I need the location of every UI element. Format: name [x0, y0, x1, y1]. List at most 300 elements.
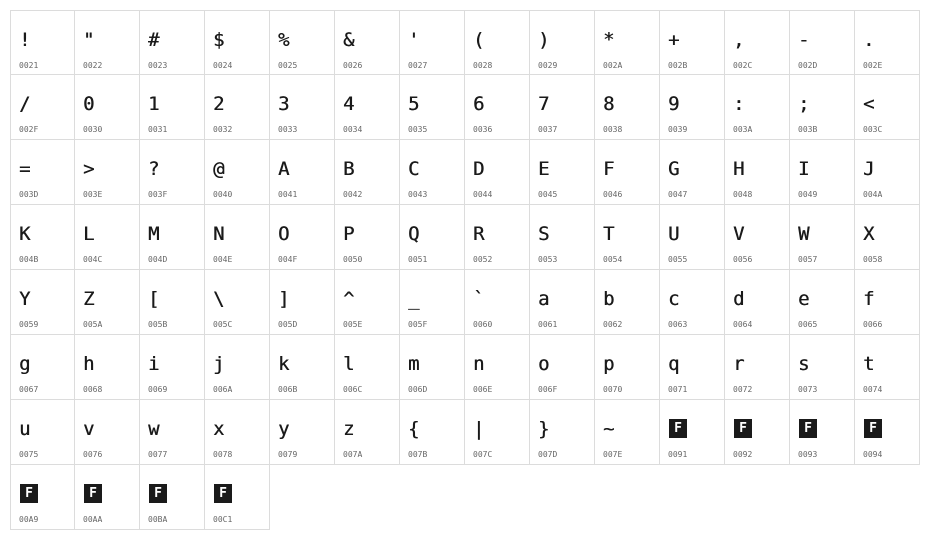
glyph-code: 0047	[668, 190, 688, 199]
glyph-code: 0078	[213, 450, 233, 459]
glyph-code: 0079	[278, 450, 298, 459]
glyph-code: 0046	[603, 190, 623, 199]
glyph-cell	[335, 270, 400, 335]
glyph-char: F	[603, 158, 615, 180]
glyph-char: &	[343, 29, 355, 51]
glyph-code: 0044	[473, 190, 493, 199]
glyph-cell	[75, 10, 140, 75]
glyph-code: 0092	[733, 450, 753, 459]
glyph-cell	[400, 335, 465, 400]
glyph-code: 003D	[19, 190, 39, 199]
glyph-cell	[270, 335, 335, 400]
glyph-code: 0057	[798, 255, 818, 264]
glyph-cell	[400, 205, 465, 270]
glyph-char: Z	[83, 288, 95, 310]
glyph-cell	[270, 10, 335, 75]
glyph-cell	[465, 335, 530, 400]
glyph-code: 007C	[473, 450, 493, 459]
glyph-cell	[270, 205, 335, 270]
glyph-char: k	[278, 353, 290, 375]
glyph-code: 0065	[798, 320, 818, 329]
glyph-cell	[10, 335, 75, 400]
glyph-code: 00AA	[83, 515, 103, 524]
glyph-char: !	[19, 29, 31, 51]
glyph-code: 002D	[798, 61, 818, 70]
glyph-cell	[75, 205, 140, 270]
glyph-char: V	[733, 223, 745, 245]
glyph-char: ~	[603, 418, 615, 440]
glyph-cell	[660, 270, 725, 335]
glyph-code: 0032	[213, 125, 233, 134]
glyph-char: m	[408, 353, 420, 375]
missing-glyph-box: F	[669, 419, 687, 438]
glyph-code: 006A	[213, 385, 233, 394]
glyph-char: $	[213, 29, 225, 51]
glyph-code: 0031	[148, 125, 168, 134]
glyph-cell	[75, 335, 140, 400]
glyph-code: 00A9	[19, 515, 39, 524]
glyph-cell	[855, 400, 920, 465]
glyph-cell	[530, 140, 595, 205]
glyph-code: 0049	[798, 190, 818, 199]
glyph-char: A	[278, 158, 290, 180]
glyph-code: 0039	[668, 125, 688, 134]
glyph-cell	[595, 400, 660, 465]
glyph-cell	[400, 140, 465, 205]
glyph-char: >	[83, 158, 95, 180]
glyph-code: 005B	[148, 320, 168, 329]
glyph-char: r	[733, 353, 745, 375]
glyph-code: 0058	[863, 255, 883, 264]
glyph-code: 0021	[19, 61, 39, 70]
glyph-code: 005F	[408, 320, 428, 329]
glyph-cell	[10, 400, 75, 465]
glyph-cell	[140, 10, 205, 75]
glyph-cell	[530, 75, 595, 140]
glyph-code: 0035	[408, 125, 428, 134]
glyph-cell	[205, 335, 270, 400]
glyph-char: Q	[408, 223, 420, 245]
glyph-cell	[790, 205, 855, 270]
glyph-code: 0045	[538, 190, 558, 199]
glyph-char: H	[733, 158, 745, 180]
glyph-char: ;	[798, 93, 810, 115]
glyph-cell	[75, 140, 140, 205]
glyph-char: -	[798, 29, 810, 51]
glyph-char: t	[863, 353, 875, 375]
glyph-cell	[465, 270, 530, 335]
glyph-cell	[75, 465, 140, 530]
glyph-cell	[465, 10, 530, 75]
glyph-cell	[725, 335, 790, 400]
glyph-code: 007E	[603, 450, 623, 459]
glyph-char: j	[213, 353, 225, 375]
glyph-char: ?	[148, 158, 160, 180]
glyph-code: 0024	[213, 61, 233, 70]
glyph-code: 003B	[798, 125, 818, 134]
glyph-code: 0068	[83, 385, 103, 394]
glyph-code: 0037	[538, 125, 558, 134]
glyph-cell	[205, 400, 270, 465]
glyph-code: 005E	[343, 320, 363, 329]
glyph-code: 0038	[603, 125, 623, 134]
glyph-char: M	[148, 223, 160, 245]
glyph-code: 002F	[19, 125, 39, 134]
glyph-cell	[270, 400, 335, 465]
glyph-cell	[790, 10, 855, 75]
glyph-code: 0067	[19, 385, 39, 394]
glyph-code: 004B	[19, 255, 39, 264]
glyph-cell	[205, 10, 270, 75]
glyph-code: 0062	[603, 320, 623, 329]
glyph-char: 4	[343, 93, 355, 115]
glyph-code: 0091	[668, 450, 688, 459]
glyph-cell	[10, 75, 75, 140]
glyph-cell	[335, 75, 400, 140]
glyph-cell	[205, 465, 270, 530]
glyph-code: 0071	[668, 385, 688, 394]
glyph-grid	[10, 10, 920, 530]
glyph-cell	[10, 465, 75, 530]
glyph-char: "	[83, 29, 95, 51]
glyph-char: ,	[733, 29, 745, 51]
glyph-cell	[140, 75, 205, 140]
glyph-cell	[270, 75, 335, 140]
glyph-code: 004E	[213, 255, 233, 264]
glyph-cell	[855, 75, 920, 140]
glyph-cell	[140, 205, 205, 270]
glyph-code: 0069	[148, 385, 168, 394]
glyph-code: 0074	[863, 385, 883, 394]
glyph-code: 005A	[83, 320, 103, 329]
glyph-char: p	[603, 353, 615, 375]
glyph-char: d	[733, 288, 745, 310]
glyph-cell	[335, 400, 400, 465]
glyph-cell	[530, 10, 595, 75]
glyph-code: 00C1	[213, 515, 233, 524]
glyph-code: 003C	[863, 125, 883, 134]
glyph-code: 003A	[733, 125, 753, 134]
glyph-code: 0029	[538, 61, 558, 70]
glyph-code: 0093	[798, 450, 818, 459]
glyph-code: 0064	[733, 320, 753, 329]
glyph-code: 0076	[83, 450, 103, 459]
missing-glyph-box: F	[864, 419, 882, 438]
glyph-char: G	[668, 158, 680, 180]
glyph-cell	[10, 270, 75, 335]
glyph-cell	[855, 270, 920, 335]
glyph-cell	[595, 335, 660, 400]
glyph-cell	[595, 75, 660, 140]
glyph-char: T	[603, 223, 615, 245]
glyph-char: 7	[538, 93, 550, 115]
glyph-cell	[660, 10, 725, 75]
glyph-char: ]	[278, 288, 290, 310]
glyph-cell	[400, 10, 465, 75]
glyph-char: C	[408, 158, 420, 180]
glyph-cell	[205, 205, 270, 270]
glyph-cell	[205, 140, 270, 205]
glyph-cell	[270, 140, 335, 205]
glyph-cell	[725, 10, 790, 75]
glyph-code: 0055	[668, 255, 688, 264]
glyph-char: n	[473, 353, 485, 375]
glyph-char: )	[538, 29, 550, 51]
glyph-code: 004A	[863, 190, 883, 199]
glyph-code: 005C	[213, 320, 233, 329]
glyph-cell	[660, 140, 725, 205]
glyph-char: '	[408, 29, 420, 51]
glyph-code: 002A	[603, 61, 623, 70]
glyph-cell	[140, 270, 205, 335]
glyph-code: 0027	[408, 61, 428, 70]
glyph-code: 007B	[408, 450, 428, 459]
glyph-code: 0028	[473, 61, 493, 70]
glyph-cell	[855, 10, 920, 75]
glyph-code: 0051	[408, 255, 428, 264]
glyph-code: 0053	[538, 255, 558, 264]
glyph-char: E	[538, 158, 550, 180]
glyph-code: 0060	[473, 320, 493, 329]
glyph-cell	[790, 270, 855, 335]
glyph-cell	[140, 465, 205, 530]
glyph-cell	[855, 335, 920, 400]
glyph-cell	[595, 140, 660, 205]
glyph-code: 0033	[278, 125, 298, 134]
glyph-char: \	[213, 288, 225, 310]
glyph-cell	[205, 75, 270, 140]
glyph-char: :	[733, 93, 745, 115]
glyph-char: N	[213, 223, 225, 245]
glyph-code: 0043	[408, 190, 428, 199]
missing-glyph-box: F	[20, 484, 38, 503]
glyph-code: 0056	[733, 255, 753, 264]
glyph-char: 5	[408, 93, 420, 115]
glyph-char: D	[473, 158, 485, 180]
glyph-cell	[75, 270, 140, 335]
glyph-char: i	[148, 353, 160, 375]
glyph-code: 0050	[343, 255, 363, 264]
glyph-code: 007A	[343, 450, 363, 459]
glyph-cell	[855, 205, 920, 270]
glyph-char: l	[343, 353, 355, 375]
missing-glyph-box: F	[734, 419, 752, 438]
glyph-char: @	[213, 158, 225, 180]
glyph-cell	[660, 335, 725, 400]
glyph-char: B	[343, 158, 355, 180]
glyph-char: b	[603, 288, 615, 310]
glyph-char: `	[473, 288, 485, 310]
glyph-char: +	[668, 29, 680, 51]
glyph-char: c	[668, 288, 680, 310]
glyph-char: #	[148, 29, 160, 51]
glyph-code: 003F	[148, 190, 168, 199]
glyph-cell	[725, 205, 790, 270]
glyph-cell	[790, 335, 855, 400]
glyph-cell	[75, 75, 140, 140]
glyph-cell	[335, 335, 400, 400]
glyph-code: 0052	[473, 255, 493, 264]
glyph-code: 0072	[733, 385, 753, 394]
glyph-char: S	[538, 223, 550, 245]
glyph-cell	[10, 205, 75, 270]
glyph-code: 003E	[83, 190, 103, 199]
glyph-code: 0075	[19, 450, 39, 459]
glyph-char: ^	[343, 288, 355, 310]
glyph-char: [	[148, 288, 160, 310]
glyph-char: x	[213, 418, 225, 440]
glyph-cell	[530, 205, 595, 270]
glyph-code: 002E	[863, 61, 883, 70]
glyph-code: 007D	[538, 450, 558, 459]
glyph-code: 0034	[343, 125, 363, 134]
glyph-code: 0073	[798, 385, 818, 394]
glyph-code: 004F	[278, 255, 298, 264]
glyph-code: 0054	[603, 255, 623, 264]
glyph-char: O	[278, 223, 290, 245]
glyph-cell	[400, 400, 465, 465]
glyph-code: 006E	[473, 385, 493, 394]
glyph-cell	[530, 335, 595, 400]
glyph-char: L	[83, 223, 95, 245]
glyph-char: s	[798, 353, 810, 375]
glyph-cell	[530, 270, 595, 335]
glyph-cell	[660, 75, 725, 140]
glyph-code: 002B	[668, 61, 688, 70]
glyph-cell	[725, 270, 790, 335]
glyph-cell	[595, 10, 660, 75]
glyph-char: u	[19, 418, 31, 440]
glyph-cell	[140, 140, 205, 205]
glyph-code: 004D	[148, 255, 168, 264]
glyph-cell	[855, 140, 920, 205]
glyph-cell	[465, 140, 530, 205]
glyph-code: 0059	[19, 320, 39, 329]
glyph-code: 006F	[538, 385, 558, 394]
glyph-char: |	[473, 418, 485, 440]
glyph-char: <	[863, 93, 875, 115]
glyph-cell	[10, 10, 75, 75]
glyph-cell	[335, 140, 400, 205]
glyph-code: 0048	[733, 190, 753, 199]
glyph-char: 8	[603, 93, 615, 115]
glyph-code: 004C	[83, 255, 103, 264]
glyph-char: }	[538, 418, 550, 440]
glyph-char: =	[19, 158, 31, 180]
glyph-char: I	[798, 158, 810, 180]
glyph-cell	[75, 400, 140, 465]
glyph-char: f	[863, 288, 875, 310]
glyph-char: 6	[473, 93, 485, 115]
glyph-char: z	[343, 418, 355, 440]
glyph-cell	[530, 400, 595, 465]
glyph-cell	[205, 270, 270, 335]
glyph-char: Y	[19, 288, 31, 310]
glyph-cell	[660, 400, 725, 465]
glyph-code: 00BA	[148, 515, 168, 524]
glyph-code: 0066	[863, 320, 883, 329]
glyph-char: J	[863, 158, 875, 180]
glyph-char: P	[343, 223, 355, 245]
glyph-cell	[725, 140, 790, 205]
missing-glyph-box: F	[799, 419, 817, 438]
glyph-cell	[790, 140, 855, 205]
glyph-code: 0025	[278, 61, 298, 70]
glyph-cell	[335, 10, 400, 75]
glyph-code: 0040	[213, 190, 233, 199]
glyph-char: g	[19, 353, 31, 375]
glyph-code: 0061	[538, 320, 558, 329]
glyph-char: 9	[668, 93, 680, 115]
glyph-code: 0023	[148, 61, 168, 70]
glyph-cell	[400, 75, 465, 140]
glyph-char: (	[473, 29, 485, 51]
glyph-char: U	[668, 223, 680, 245]
glyph-cell	[335, 205, 400, 270]
glyph-char: *	[603, 29, 615, 51]
glyph-cell	[465, 400, 530, 465]
glyph-char: {	[408, 418, 420, 440]
glyph-cell	[140, 400, 205, 465]
glyph-code: 005D	[278, 320, 298, 329]
glyph-char: 3	[278, 93, 290, 115]
glyph-code: 0094	[863, 450, 883, 459]
glyph-char: y	[278, 418, 290, 440]
glyph-code: 006C	[343, 385, 363, 394]
glyph-char: _	[408, 288, 420, 310]
glyph-cell	[725, 400, 790, 465]
glyph-code: 0042	[343, 190, 363, 199]
glyph-code: 006B	[278, 385, 298, 394]
glyph-code: 002C	[733, 61, 753, 70]
glyph-cell	[400, 270, 465, 335]
glyph-char: h	[83, 353, 95, 375]
missing-glyph-box: F	[149, 484, 167, 503]
glyph-cell	[10, 140, 75, 205]
glyph-char: %	[278, 29, 290, 51]
glyph-char: w	[148, 418, 160, 440]
glyph-char: K	[19, 223, 31, 245]
missing-glyph-box: F	[214, 484, 232, 503]
glyph-code: 0070	[603, 385, 623, 394]
glyph-cell	[140, 335, 205, 400]
glyph-code: 0026	[343, 61, 363, 70]
glyph-cell	[595, 270, 660, 335]
glyph-char: e	[798, 288, 810, 310]
glyph-char: W	[798, 223, 810, 245]
glyph-char: a	[538, 288, 550, 310]
glyph-char: o	[538, 353, 550, 375]
glyph-code: 0036	[473, 125, 493, 134]
glyph-char: v	[83, 418, 95, 440]
glyph-code: 0077	[148, 450, 168, 459]
glyph-cell	[270, 270, 335, 335]
glyph-char: 1	[148, 93, 160, 115]
glyph-cell	[465, 205, 530, 270]
glyph-char: 2	[213, 93, 225, 115]
missing-glyph-box: F	[84, 484, 102, 503]
glyph-code: 006D	[408, 385, 428, 394]
glyph-char: /	[19, 93, 31, 115]
glyph-code: 0022	[83, 61, 103, 70]
glyph-cell	[660, 205, 725, 270]
glyph-char: R	[473, 223, 485, 245]
glyph-cell	[725, 75, 790, 140]
glyph-cell	[465, 75, 530, 140]
glyph-code: 0030	[83, 125, 103, 134]
glyph-code: 0063	[668, 320, 688, 329]
glyph-char: q	[668, 353, 680, 375]
